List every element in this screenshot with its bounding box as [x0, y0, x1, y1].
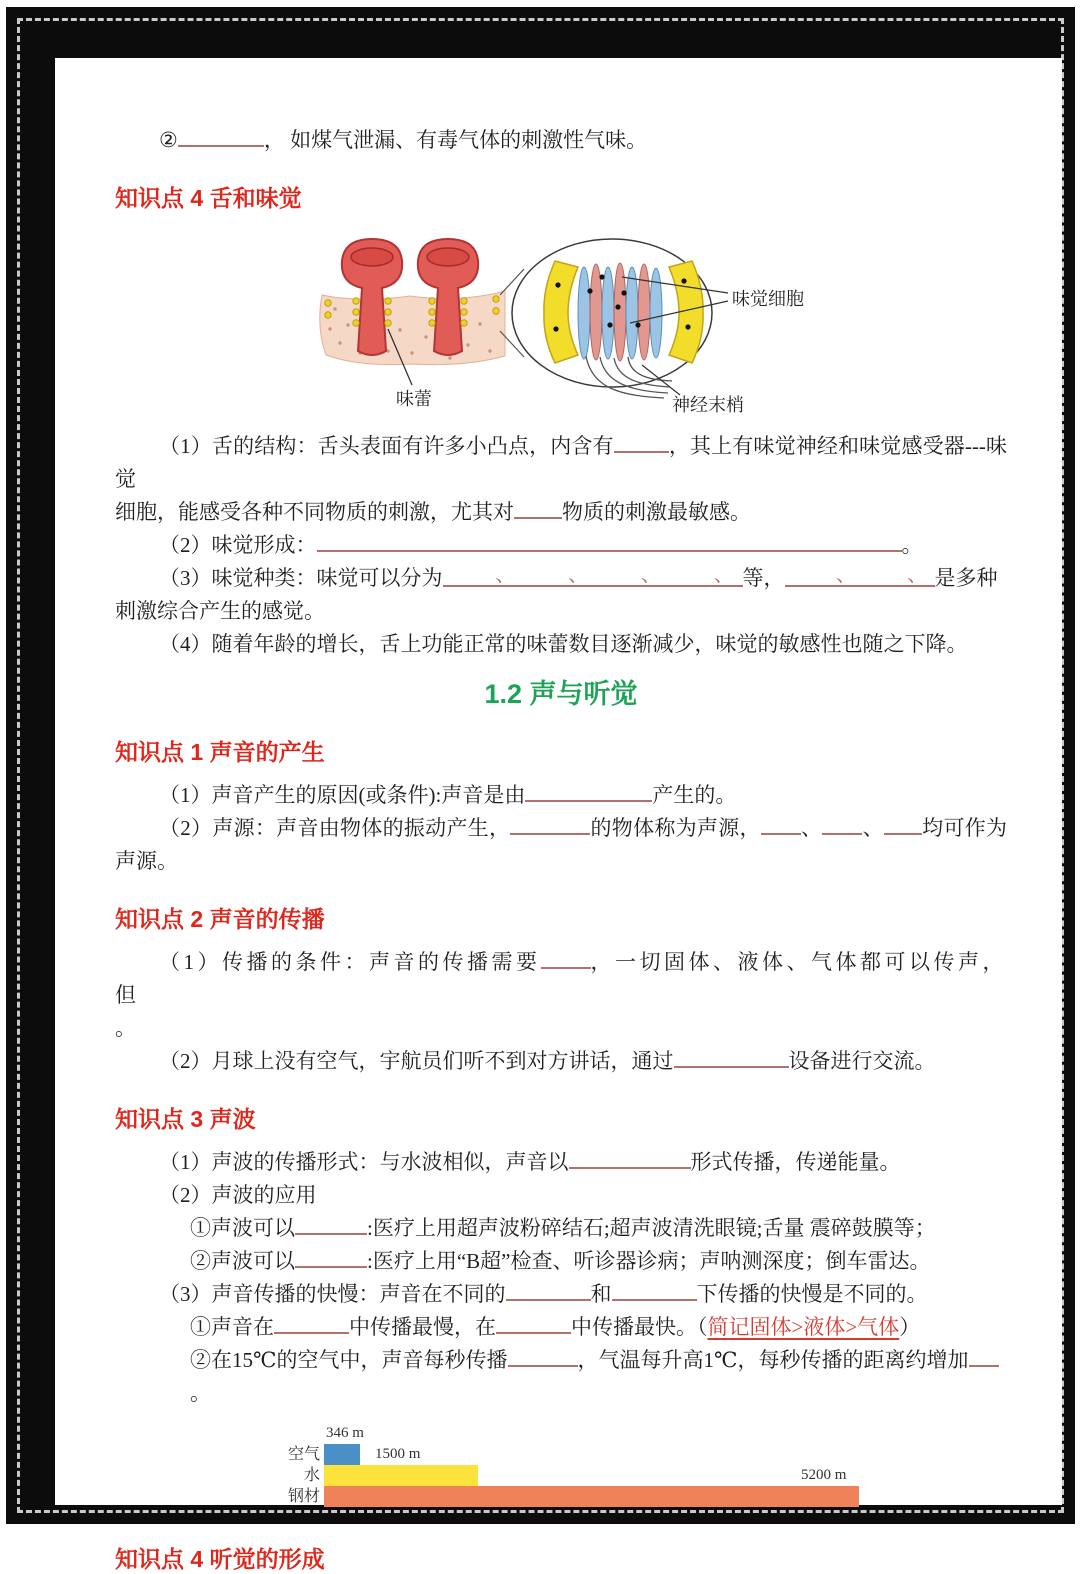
text-run: 、	[800, 816, 823, 840]
separator: 、	[907, 564, 928, 586]
text-run: （2）声源：声音由物体的振动产生，	[159, 816, 511, 840]
chart-bar-1	[324, 1444, 360, 1465]
label-nerve-endings: 神经末梢	[672, 395, 744, 415]
blank-line	[661, 583, 670, 585]
blank-line	[515, 583, 524, 585]
blank-line	[506, 1298, 591, 1301]
chart-bar-3	[324, 1486, 859, 1507]
text-run: （2）月球上没有空气，宇航员们听不到对方讲话，通过	[159, 1049, 674, 1073]
blank-line	[588, 583, 597, 585]
chart-value-label: 1500 m	[375, 1446, 421, 1462]
propagation-period-line	[115, 1012, 1007, 1045]
chart-category-label: 水	[303, 1467, 320, 1484]
text-run: 。	[190, 1381, 211, 1405]
text-run: 、	[862, 816, 884, 840]
text-run: ，一切固体、液体、气体都可以传声，但	[115, 950, 1007, 1007]
blank-line	[761, 832, 801, 835]
sound-source-line	[115, 812, 1007, 878]
text-run: （1）声波的传播形式：与水波相似，声音以	[159, 1150, 569, 1174]
text-run: （3）味觉种类：味觉可以分为	[159, 566, 443, 590]
worksheet-page	[55, 58, 1062, 1572]
text-run: 刺激综合产生的感觉。	[115, 599, 325, 623]
blank-line	[785, 583, 792, 585]
blank-group	[443, 565, 743, 587]
blank-line	[496, 1331, 571, 1334]
taste-types-line2	[115, 595, 1007, 628]
text-run: （1）传播的条件：声音的传播需要	[159, 950, 541, 974]
text-run: ，气温每升高1℃，每秒传播的距离约增加	[577, 1348, 969, 1372]
blank-line	[822, 832, 862, 835]
sound-speed-bar-chart	[280, 1424, 930, 1514]
moon-astronaut-line	[115, 1045, 1007, 1078]
text-run: 均可作为声源。	[115, 816, 1008, 873]
text-run: :医疗上用“B超”检查、听诊器诊病；声呐测深度；倒车雷达。	[367, 1249, 931, 1273]
chart-category-label: 空气	[287, 1446, 320, 1463]
propagation-condition-line	[115, 946, 1007, 1012]
blank-line	[514, 516, 562, 519]
taste-formation-line	[115, 529, 1007, 562]
text-run: ①声波可以	[190, 1216, 295, 1240]
blank-line	[295, 1232, 367, 1235]
text-run: 。	[901, 533, 923, 557]
speed-air-period-line	[115, 1377, 1007, 1410]
text-run: 是多种	[934, 566, 998, 590]
blank-line	[884, 832, 922, 835]
text-run: 产生的。	[652, 783, 737, 807]
heading-kp1-sound-production: 知识点 1 声音的产生	[115, 739, 325, 765]
text-run: ①声音在	[190, 1315, 274, 1339]
blank-line	[569, 1166, 691, 1169]
heading-kp2-sound-propagation: 知识点 2 声音的传播	[115, 906, 325, 932]
blank-line	[969, 1364, 999, 1367]
text-run: ②在15℃的空气中，声音每秒传播	[190, 1348, 508, 1372]
text-run: （4）随着年龄的增长，舌上功能正常的味蕾数目逐渐减少，味觉的敏感性也随之下降。	[159, 632, 968, 656]
separator: 、	[495, 564, 516, 586]
blank-line	[614, 450, 669, 453]
text-run: ②	[159, 128, 178, 152]
blank-line	[508, 1364, 578, 1367]
chart-value-label: 5200 m	[801, 1467, 847, 1483]
wave-application-title	[115, 1179, 1007, 1212]
label-taste-cells: 味觉细胞	[732, 289, 804, 309]
blank-line	[317, 549, 902, 552]
chapter-heading-sound-hearing: 1.2 声与听觉	[484, 679, 638, 709]
taste-bud-closeup	[512, 239, 804, 415]
tongue-structure-line1	[115, 430, 1007, 496]
wave-application-1	[115, 1212, 1007, 1245]
wave-form-line	[115, 1146, 1007, 1179]
text-run: 设备进行交流。	[788, 1049, 936, 1073]
blank-line	[525, 799, 652, 802]
text-run: ，其上有味觉神经和味觉感受器---味觉	[115, 434, 1008, 491]
text-run: 的物体称为声源，	[590, 816, 761, 840]
separator: 、	[640, 564, 661, 586]
document-body	[115, 124, 1007, 1574]
text-run: 细胞，能感受各种不同物质的刺激，尤其对	[115, 500, 514, 524]
text-run: （1）声音产生的原因(或条件):声音是由	[159, 783, 526, 807]
tongue-taste-figure	[300, 233, 825, 415]
chart-value-label: 346 m	[326, 1425, 364, 1441]
blank-line	[295, 1265, 367, 1268]
blank-line	[443, 583, 452, 585]
speed-factors-line	[115, 1278, 1007, 1311]
heading-kp4-hearing-formation: 知识点 4 听觉的形成	[115, 1546, 325, 1572]
wave-application-2	[115, 1245, 1007, 1278]
text-run: ②声波可以	[190, 1249, 295, 1273]
speed-order-line	[115, 1311, 1007, 1344]
taste-aging-line	[115, 628, 1007, 661]
text-run: 下传播的快慢是不同的。	[696, 1282, 928, 1306]
separator: 、	[713, 564, 734, 586]
text-run: ）	[899, 1315, 921, 1339]
tongue-structure-line2	[115, 496, 1007, 529]
blank-line	[274, 1331, 349, 1334]
heading-kp3-sound-waves: 知识点 3 声波	[115, 1106, 256, 1132]
mnemonic-note: 简记固体>液体>气体	[707, 1315, 900, 1339]
papillae-illustration	[320, 239, 505, 409]
label-taste-bud: 味蕾	[396, 389, 432, 409]
speed-air-line	[115, 1344, 1007, 1377]
blank-line	[927, 583, 934, 585]
text-run: 物质的刺激最敏感。	[562, 500, 751, 524]
text-run: :医疗上用超声波粉碎结石;超声波清洗眼镜;舌量 震碎鼓膜等；	[367, 1216, 936, 1240]
blank-line	[178, 144, 264, 147]
text-run: 中传播最慢，在	[349, 1315, 496, 1339]
text-run: （2）声波的应用	[159, 1183, 317, 1207]
text-run: ， 如煤气泄漏、有毒气体的刺激性气味。	[263, 128, 648, 152]
blank-line	[612, 1298, 697, 1301]
text-run: 和	[590, 1282, 612, 1306]
separator: 、	[835, 564, 856, 586]
blank-line	[510, 832, 590, 835]
text-run: （1）舌的结构：舌头表面有许多小凸点，内含有	[159, 434, 614, 458]
blank-line	[856, 583, 863, 585]
blank-line	[541, 966, 591, 969]
taste-types-line1	[115, 562, 1007, 595]
text-run: （2）味觉形成：	[159, 533, 317, 557]
blank-line	[734, 583, 743, 585]
text-run: 等，	[742, 566, 785, 590]
smell-example-line	[115, 124, 1007, 157]
text-run: 。	[115, 1016, 136, 1040]
text-run: （3）声音传播的快慢：声音在不同的	[159, 1282, 506, 1306]
separator: 、	[568, 564, 589, 586]
chart-category-label: 钢材	[287, 1488, 320, 1505]
heading-kp4-tongue-taste: 知识点 4 舌和味觉	[115, 185, 302, 211]
blank-line	[674, 1065, 789, 1068]
blank-group	[785, 565, 935, 587]
sound-cause-line	[115, 779, 1007, 812]
text-run: 形式传播，传递能量。	[690, 1150, 901, 1174]
chart-bar-2	[324, 1465, 478, 1486]
text-run: 中传播最快。（	[571, 1315, 708, 1339]
